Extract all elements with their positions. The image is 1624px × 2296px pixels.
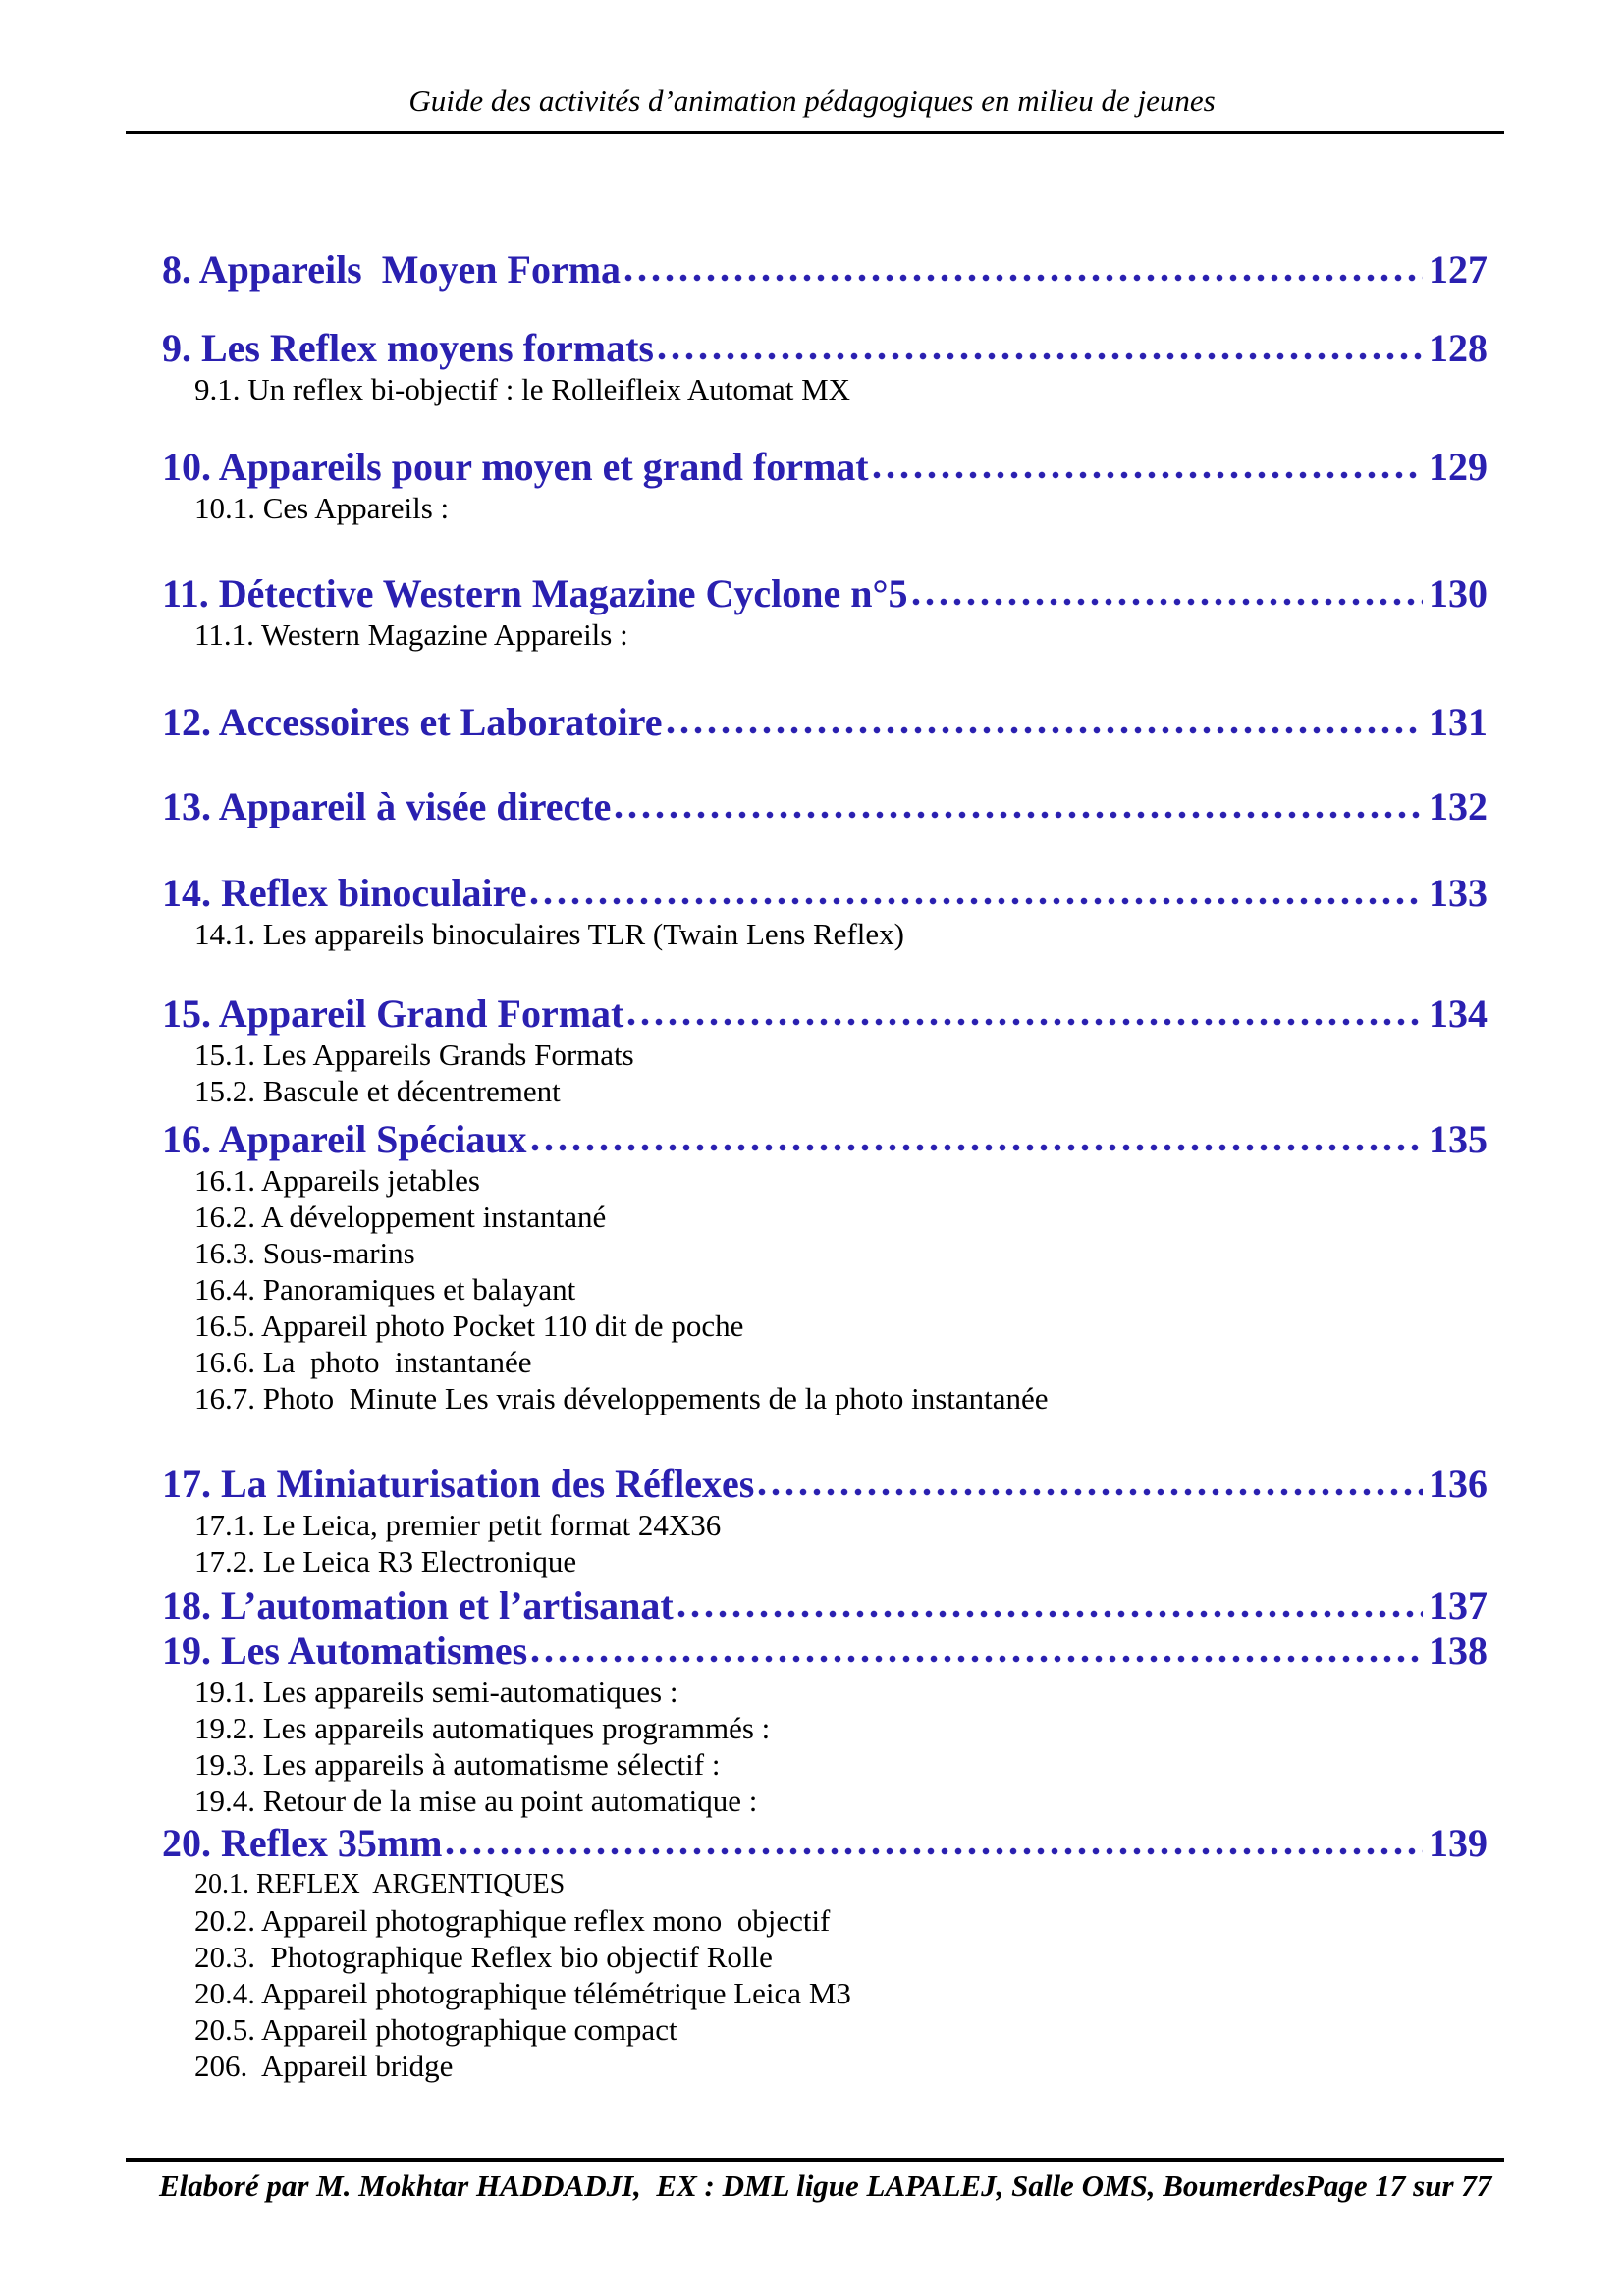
toc-subentry[interactable]: 14.1. Les appareils binoculaires TLR (Twain Lens Reflex) — [194, 917, 904, 951]
toc-heading[interactable] — [162, 326, 1488, 371]
toc-page-number: 133 — [1429, 871, 1488, 915]
toc-subentry[interactable]: 16.4. Panoramiques et balayant — [194, 1272, 576, 1307]
toc-heading[interactable] — [162, 1821, 1488, 1866]
toc-subentry[interactable]: 17.1. Le Leica, premier petit format 24X36 — [194, 1508, 722, 1542]
toc-subentry[interactable]: 19.3. Les appareils à automatisme sélectif : — [194, 1747, 721, 1782]
dot-leader — [531, 1142, 1423, 1153]
toc-subentry[interactable]: 16.1. Appareils jetables — [194, 1163, 480, 1198]
toc-subentry[interactable]: 20.5. Appareil photographique compact — [194, 2012, 677, 2047]
toc-subentry[interactable]: 20.3. Photographique Reflex bio objectif Rolle — [194, 1940, 773, 1974]
toc-entry — [162, 326, 1488, 407]
toc-subentry[interactable]: 16.7. Photo Minute Les vrais développements de la photo instantanée — [194, 1381, 1049, 1415]
toc-subentry[interactable]: 10.1. Ces Appareils : — [194, 491, 450, 525]
page-header-title: Guide des activités d’animation pédagogiques en milieu de jeunes — [408, 83, 1216, 118]
toc-entry — [162, 571, 1488, 653]
toc-heading-label: 20. Reflex 35mm — [162, 1821, 443, 1865]
toc-heading[interactable] — [162, 1462, 1488, 1507]
toc-heading-label: 10. Appareils pour moyen et grand format — [162, 445, 869, 489]
toc-heading-label: 15. Appareil Grand Format — [162, 991, 624, 1036]
toc-subentry[interactable]: 11.1. Western Magazine Appareils : — [194, 617, 628, 652]
toc-entry — [162, 445, 1488, 526]
footer-author-text: Elaboré par M. Mokhtar HADDADJI, EX : DML ligue LAPALEJ, Salle OMS, Boumerdes — [159, 2168, 1305, 2203]
toc-subentry[interactable]: 19.1. Les appareils semi-automatiques : — [194, 1675, 678, 1709]
toc-page-number: 127 — [1429, 247, 1488, 292]
toc-heading-label: 16. Appareil Spéciaux — [162, 1117, 527, 1161]
toc-page-number: 138 — [1429, 1629, 1488, 1673]
footer-rule — [126, 2158, 1504, 2162]
toc-heading-label: 19. Les Automatismes — [162, 1629, 528, 1673]
toc-subentry[interactable]: 19.4. Retour de la mise au point automatique : — [194, 1784, 758, 1818]
toc-entry — [162, 784, 1488, 829]
toc-entry — [162, 871, 1488, 952]
toc-heading-label: 14. Reflex binoculaire — [162, 871, 527, 915]
toc-subentry[interactable]: 15.1. Les Appareils Grands Formats — [194, 1038, 634, 1072]
dot-leader — [667, 724, 1423, 736]
toc-page-number: 131 — [1429, 700, 1488, 744]
toc-heading-label: 11. Détective Western Magazine Cyclone n°5 — [162, 571, 908, 615]
toc-subentry[interactable]: 19.2. Les appareils automatiques programmés : — [194, 1711, 771, 1745]
toc-entry — [162, 247, 1488, 293]
dot-leader — [912, 596, 1423, 608]
toc-heading[interactable] — [162, 247, 1488, 293]
toc-heading-label: 12. Accessoires et Laboratoire — [162, 700, 663, 744]
toc-page-number: 134 — [1429, 991, 1488, 1036]
toc-entry — [162, 1583, 1488, 1629]
toc-subentry[interactable]: 206. Appareil bridge — [194, 2049, 454, 2083]
dot-leader — [531, 1653, 1423, 1665]
toc-entry — [162, 991, 1488, 1109]
toc-subentry[interactable]: 16.2. A développement instantané — [194, 1200, 607, 1234]
dot-leader — [677, 1608, 1423, 1620]
dot-leader — [627, 1016, 1423, 1028]
toc-entry — [162, 1629, 1488, 1819]
toc-page-number: 128 — [1429, 326, 1488, 370]
toc-heading-label: 13. Appareil à visée directe — [162, 784, 612, 828]
toc — [162, 137, 1488, 2084]
toc-heading[interactable] — [162, 1629, 1488, 1674]
toc-page-number: 135 — [1429, 1117, 1488, 1161]
toc-heading-label: 8. Appareils Moyen Forma — [162, 247, 622, 292]
toc-heading[interactable] — [162, 445, 1488, 490]
toc-subentry[interactable]: 20.4. Appareil photographique télémétrique Leica M3 — [194, 1976, 851, 2010]
page-footer — [126, 2167, 1504, 2205]
toc-subentry[interactable]: 16.3. Sous-marins — [194, 1236, 415, 1270]
toc-heading[interactable] — [162, 784, 1488, 829]
footer-page-indicator: Page 17 sur 77 — [1304, 2168, 1492, 2203]
toc-heading[interactable] — [162, 991, 1488, 1037]
toc-entry — [162, 1821, 1488, 2084]
dot-leader — [873, 469, 1423, 481]
toc-subentry[interactable]: 20.1. REFLEX ARGENTIQUES — [194, 1869, 566, 1899]
toc-heading[interactable] — [162, 871, 1488, 916]
toc-page-number: 129 — [1429, 445, 1488, 489]
toc-heading[interactable] — [162, 1583, 1488, 1629]
toc-subentry[interactable]: 20.2. Appareil photographique reflex mono objectif — [194, 1903, 831, 1938]
toc-page-number: 130 — [1429, 571, 1488, 615]
toc-heading-label: 17. La Miniaturisation des Réflexes — [162, 1462, 755, 1506]
toc-subentry[interactable]: 16.6. La photo instantanée — [194, 1345, 532, 1379]
toc-subentry[interactable]: 16.5. Appareil photo Pocket 110 dit de poche — [194, 1308, 744, 1343]
dot-leader — [624, 272, 1423, 284]
toc-entry — [162, 1462, 1488, 1579]
toc-heading[interactable] — [162, 571, 1488, 616]
toc-heading[interactable] — [162, 700, 1488, 745]
toc-page-number: 139 — [1429, 1821, 1488, 1865]
dot-leader — [615, 809, 1423, 821]
toc-entry — [162, 700, 1488, 745]
toc-page-number: 132 — [1429, 784, 1488, 828]
toc-heading[interactable] — [162, 1117, 1488, 1162]
toc-page-number: 136 — [1429, 1462, 1488, 1506]
header-rule — [126, 131, 1504, 134]
toc-heading-label: 18. L’automation et l’artisanat — [162, 1583, 674, 1628]
toc-subentry[interactable]: 17.2. Le Leica R3 Electronique — [194, 1544, 577, 1578]
dot-leader — [446, 1845, 1423, 1857]
dot-leader — [530, 895, 1423, 907]
toc-subentry[interactable]: 9.1. Un reflex bi-objectif : le Rolleifleix Automat MX — [194, 372, 851, 406]
toc-page-number: 137 — [1429, 1583, 1488, 1628]
dot-leader — [658, 350, 1423, 362]
toc-subentry[interactable]: 15.2. Bascule et décentrement — [194, 1074, 561, 1108]
dot-leader — [758, 1486, 1423, 1498]
toc-heading-label: 9. Les Reflex moyens formats — [162, 326, 654, 370]
toc-entry — [162, 1117, 1488, 1416]
